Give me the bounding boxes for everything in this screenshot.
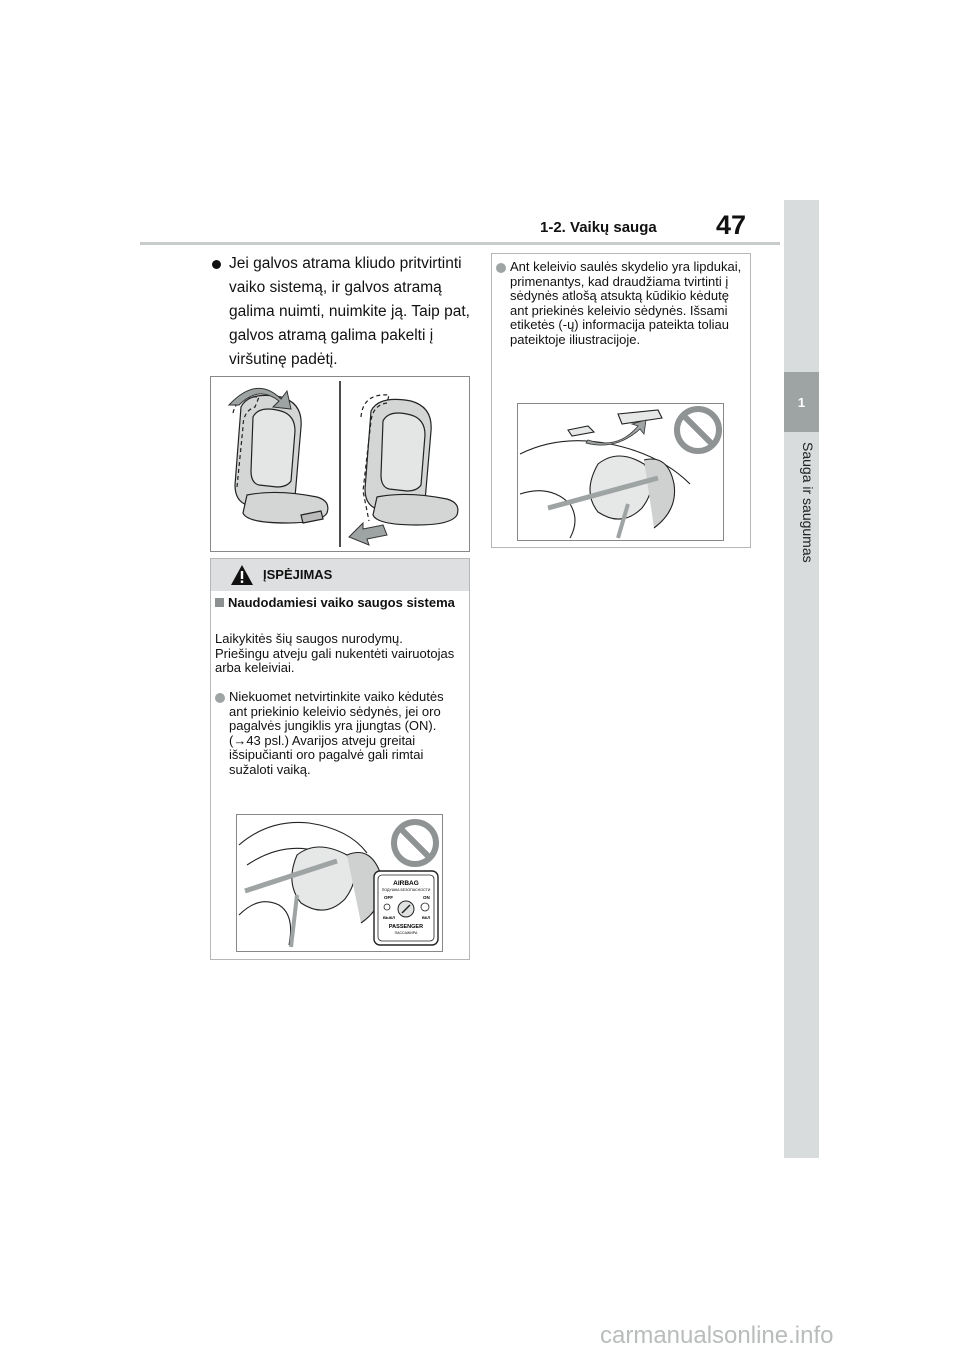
- warning-triangle-icon: [229, 563, 255, 587]
- right-bullet-text: Ant keleivio saulės skydelio yra lipdukai, primenantys, kad draudžiama tvirtinti į sėdynės atlošą atsuktą kūdikio kėdutę ant priekinės keleivio sėdynės. Išsami etiketės (-ų) informacija pateikta toliau pateiktoje iliustracijoje.: [510, 259, 742, 347]
- section-title: 1-2. Vaikų sauga: [540, 219, 657, 236]
- sun-visor-box: [491, 253, 751, 548]
- chapter-title: Sauga ir saugumas: [800, 442, 816, 563]
- watermark: carmanualsonline.info: [600, 1322, 834, 1349]
- warning-bullet-text: Niekuomet netvirtinkite vaiko kėdutės ant priekinio keleivio sėdynės, jei oro pagalvės jungiklis yra įjungtas (ON). (→43 psl.) Avarijos atveju greitai išsipučianti oro pagalvė gali rimtai sužaloti vaiką.: [229, 689, 444, 777]
- seat-illustration: [211, 377, 469, 551]
- airbag-illustration: [237, 815, 442, 951]
- seat-right-icon: [365, 399, 458, 525]
- push-arrow-icon: [349, 523, 387, 545]
- warning-bullet-dot-icon: [215, 693, 225, 703]
- warning-label: ĮSPĖJIMAS: [263, 567, 333, 582]
- warning-header: [211, 559, 469, 591]
- chapter-side-tab: [784, 200, 819, 1158]
- page-number: 47: [716, 210, 747, 240]
- headrest-bullet: [212, 252, 474, 372]
- warning-intro: Laikykitės šių saugos nurodymų. Priešingu atveju gali nukentėti vairuotojas arba keleiviai.: [215, 631, 455, 675]
- panel-title: AIRBAG: [393, 880, 419, 887]
- panel-off: OFF: [384, 895, 393, 900]
- chapter-number: 1: [784, 372, 819, 432]
- headrest-figure: [210, 376, 470, 552]
- headrest-text: Jei galvos atrama kliudo pritvirtinti vaiko sistemą, ir galvos atramą galima nuimti, nuimkite ją. Taip pat, galvos atramą galima pakelti į viršutinę padėtį.: [229, 255, 470, 368]
- right-bullet-dot-icon: [496, 263, 506, 273]
- sun-visor-illustration: [518, 404, 723, 540]
- airbag-figure: [236, 814, 443, 952]
- warning-subheading-text: Naudodamiesi vaiko saugos sistema: [228, 595, 455, 610]
- prohibition-icon: [677, 409, 719, 451]
- square-bullet-icon: [215, 598, 224, 607]
- prohibition-icon: [394, 822, 436, 864]
- airbag-switch-panel: [374, 871, 438, 945]
- header-rule: [140, 242, 780, 245]
- panel-on: ON: [423, 895, 430, 900]
- panel-passenger-ru: ПАССАЖИРА: [394, 931, 418, 935]
- warning-box: [210, 558, 470, 960]
- panel-off-ru: ВЫКЛ: [383, 915, 396, 920]
- warning-subheading: [215, 595, 455, 610]
- seat-left-icon: [235, 395, 328, 523]
- panel-on-ru: ВКЛ: [422, 915, 431, 920]
- bullet-dot-icon: [212, 260, 221, 269]
- panel-passenger: PASSENGER: [388, 924, 424, 930]
- sun-visor-figure: [517, 403, 724, 541]
- panel-title-ru: ПОДУШКА БЕЗОПАСНОСТИ: [381, 888, 431, 892]
